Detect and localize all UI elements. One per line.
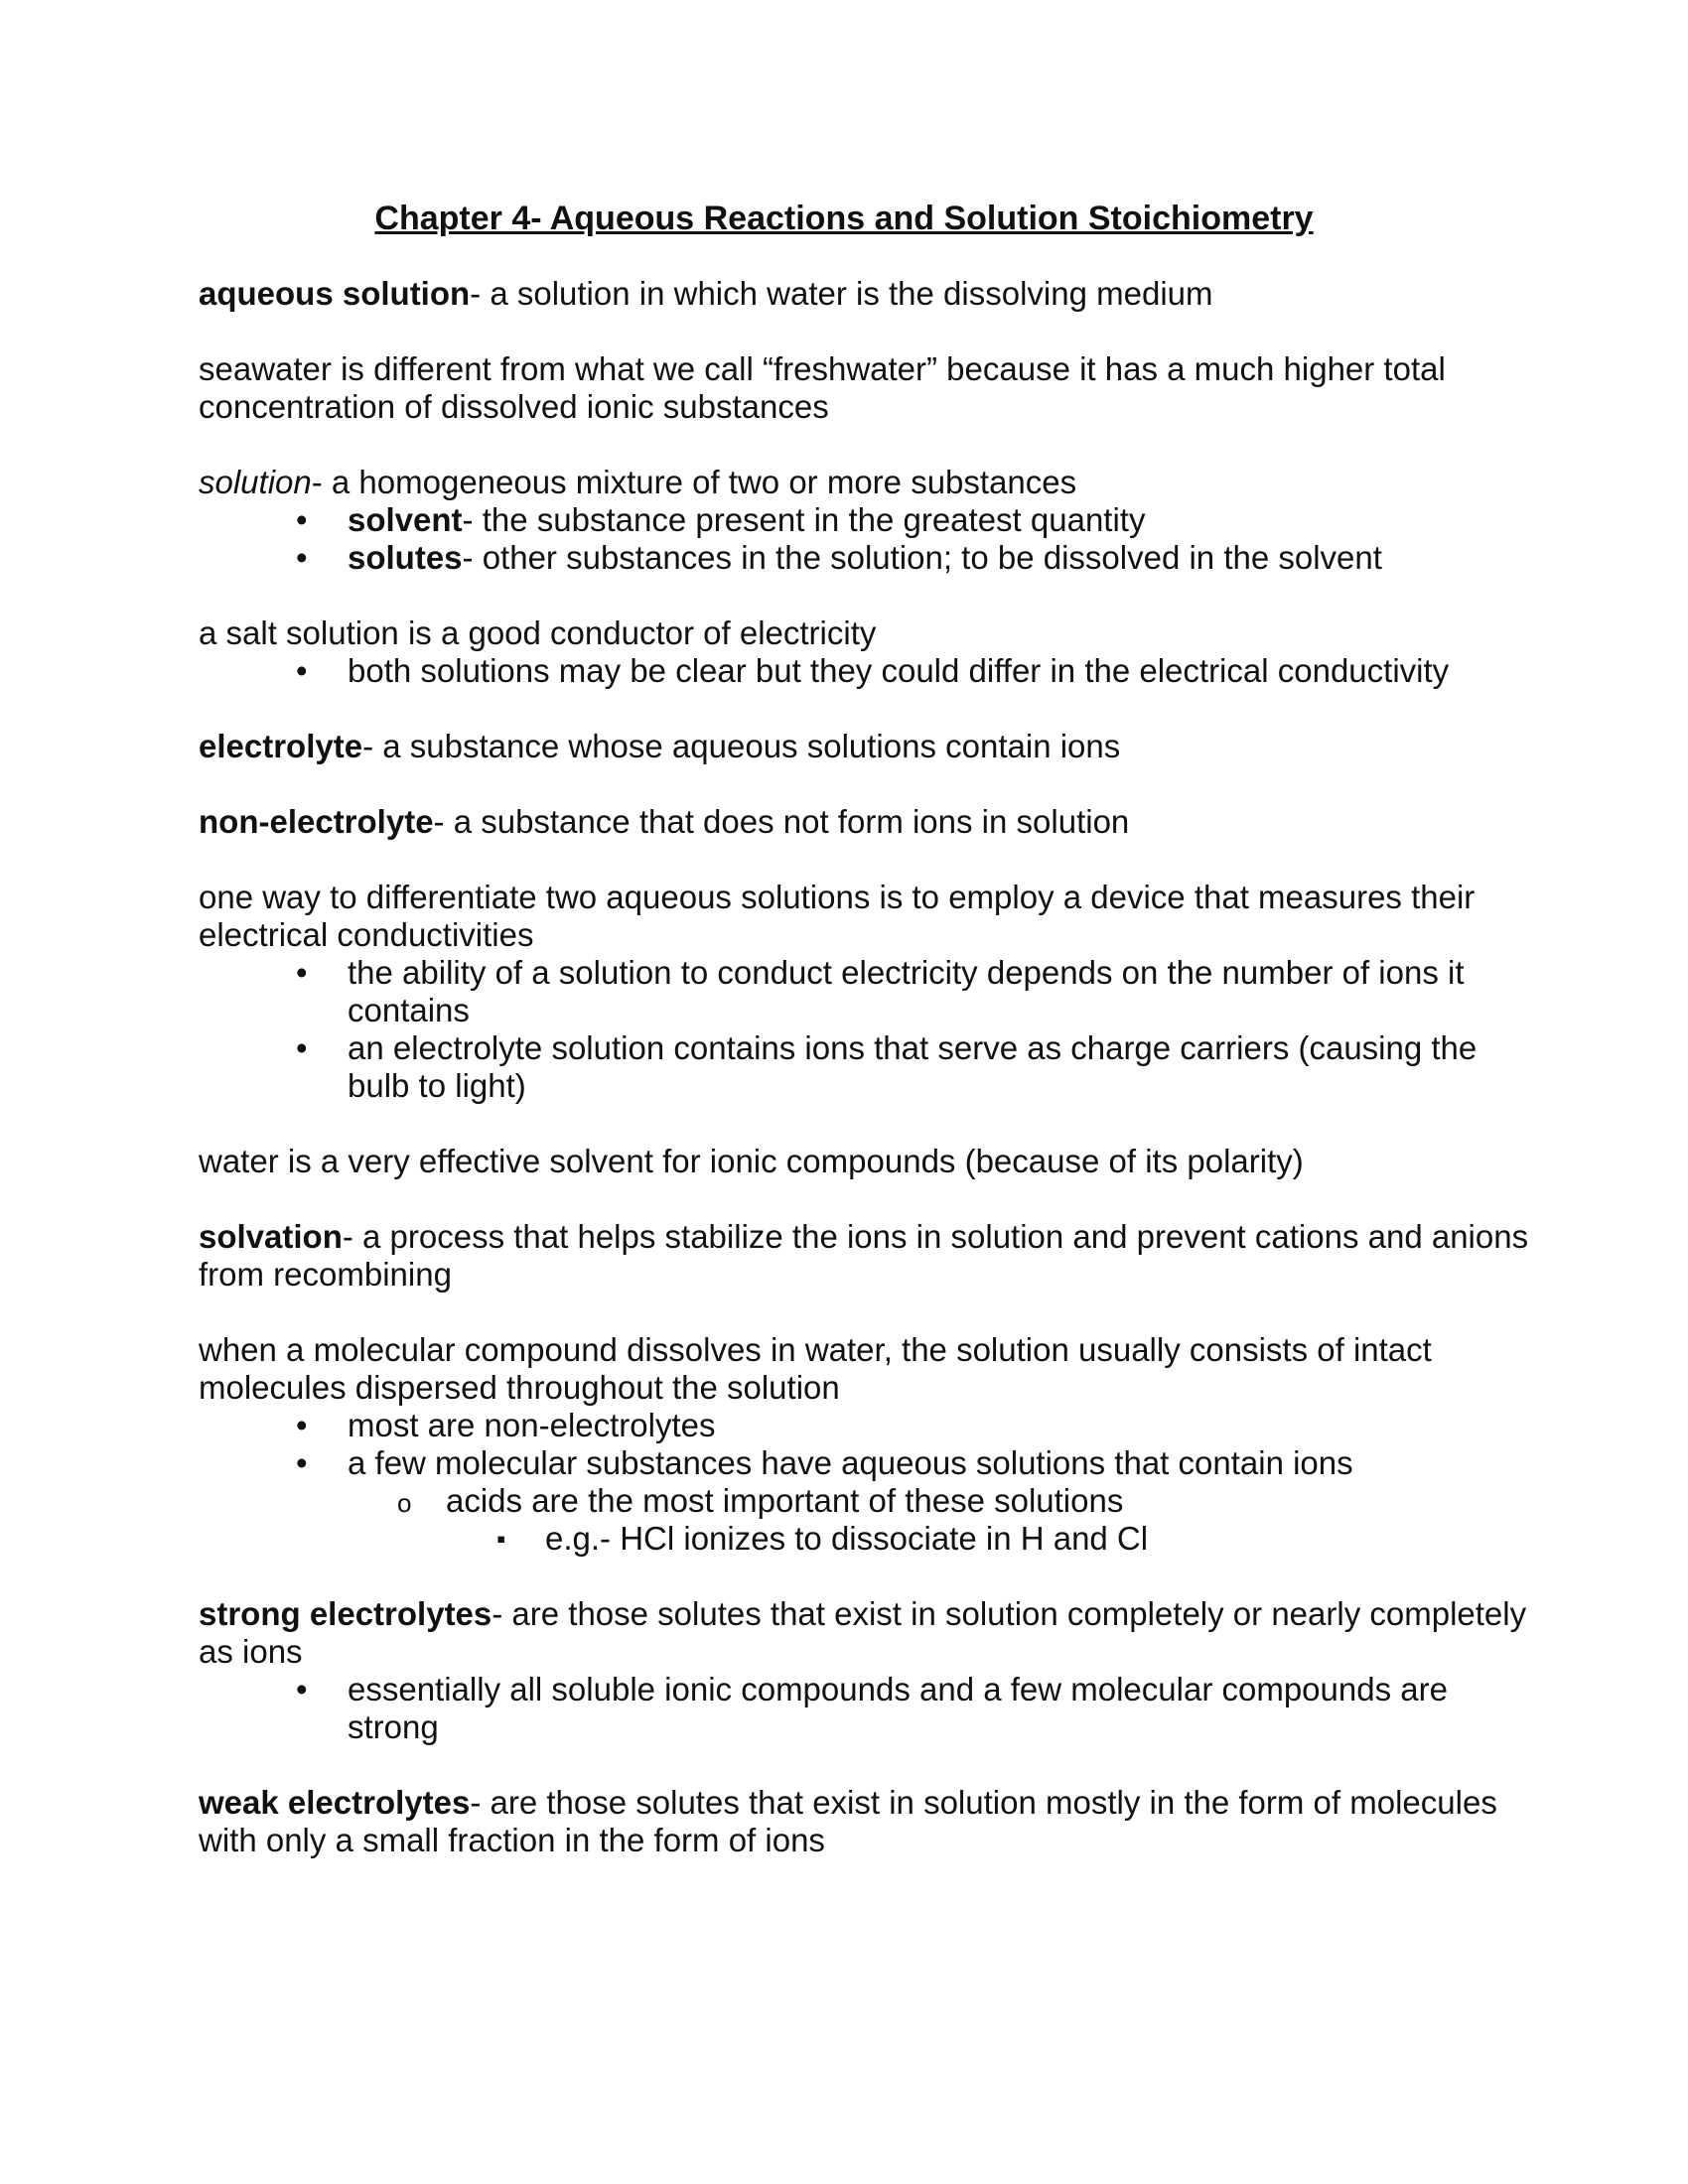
definition-weak-electrolytes: - are those solutes that exist in solution mostly in the form of molecules with only a small fraction in the form of ions bbox=[199, 1784, 1497, 1858]
bullet-soluble-ionic: • essentially all soluble ionic compounds and a few molecular compounds are strong bbox=[199, 1671, 1529, 1746]
section-strong-electrolytes bbox=[199, 1595, 1529, 1746]
paragraph-strong-electrolytes bbox=[199, 1595, 1529, 1671]
definition-strong-electrolytes: - are those solutes that exist in solution completely or nearly completely as ions bbox=[199, 1595, 1527, 1670]
term-weak-electrolytes: weak electrolytes bbox=[199, 1784, 471, 1821]
term-solvation: solvation bbox=[199, 1218, 343, 1255]
term-non-electrolyte: non-electrolyte bbox=[199, 803, 434, 840]
paragraph-differentiate: one way to differentiate two aqueous solutions is to employ a device that measures their electrical conductivities bbox=[199, 879, 1476, 953]
term-aqueous-solution: aqueous solution bbox=[199, 275, 471, 312]
bullet-conduct-ability: • the ability of a solution to conduct electricity depends on the number of ions it contains bbox=[199, 954, 1529, 1029]
paragraph-solution bbox=[199, 464, 1529, 501]
definition-non-electrolyte: - a substance that does not form ions in solution bbox=[433, 803, 1130, 840]
sub-bullet-acids: o acids are the most important of these solutions bbox=[199, 1482, 1529, 1520]
term-solution: solution bbox=[199, 464, 312, 500]
bullet-molecular-ions: • a few molecular substances have aqueous solutions that contain ions bbox=[199, 1444, 1529, 1482]
sub-sub-bullet-hcl: ▪ e.g.- HCl ionizes to dissociate in H and Cl bbox=[199, 1520, 1529, 1558]
definition-solvation: - a process that helps stabilize the ions in solution and prevent cations and anions from recombining bbox=[199, 1218, 1529, 1293]
definition-electrolyte: - a substance whose aqueous solutions contain ions bbox=[362, 728, 1121, 764]
definition-aqueous-solution: - a solution in which water is the dissolving medium bbox=[470, 275, 1213, 312]
page-title: Chapter 4- Aqueous Reactions and Solution Stoichiometry bbox=[374, 200, 1314, 237]
paragraph-water-solvent: water is a very effective solvent for ionic compounds (because of its polarity) bbox=[199, 1143, 1304, 1179]
paragraph-salt-solution: a salt solution is a good conductor of electricity bbox=[199, 614, 877, 651]
bullet-conductivity: • both solutions may be clear but they could differ in the electrical conductivity bbox=[199, 652, 1529, 690]
paragraph-molecular-compound: when a molecular compound dissolves in water, the solution usually consists of intact molecules dispersed throughout the solution bbox=[199, 1331, 1432, 1406]
definition-solution: - a homogeneous mixture of two or more substances bbox=[311, 464, 1077, 500]
term-electrolyte: electrolyte bbox=[199, 728, 363, 764]
paragraph-electrolyte bbox=[199, 728, 1529, 765]
paragraph-aqueous-solution bbox=[199, 275, 1529, 313]
section-solution bbox=[199, 464, 1529, 577]
section-salt-solution bbox=[199, 614, 1529, 690]
bullet-solutes bbox=[199, 539, 1529, 577]
definition-solutes: - other substances in the solution; to be dissolved in the solvent bbox=[462, 539, 1382, 576]
bullet-non-electrolytes: • most are non-electrolytes bbox=[199, 1407, 1529, 1444]
term-solvent: solvent bbox=[348, 501, 463, 538]
paragraph-weak-electrolytes bbox=[199, 1784, 1529, 1859]
paragraph-solvation bbox=[199, 1218, 1529, 1294]
bullet-charge-carriers: • an electrolyte solution contains ions that serve as charge carriers (causing the bulb to light) bbox=[199, 1029, 1529, 1105]
document-body bbox=[199, 275, 1529, 1897]
section-molecular-compound bbox=[199, 1331, 1529, 1558]
term-solutes: solutes bbox=[348, 539, 463, 576]
paragraph-seawater: seawater is different from what we call “freshwater” because it has a much higher total concentration of dissolved ionic substances bbox=[199, 350, 1446, 425]
paragraph-non-electrolyte bbox=[199, 803, 1529, 841]
definition-solvent: - the substance present in the greatest quantity bbox=[462, 501, 1146, 538]
bullet-solvent bbox=[199, 501, 1529, 539]
section-differentiate bbox=[199, 879, 1529, 1105]
term-strong-electrolytes: strong electrolytes bbox=[199, 1595, 492, 1632]
